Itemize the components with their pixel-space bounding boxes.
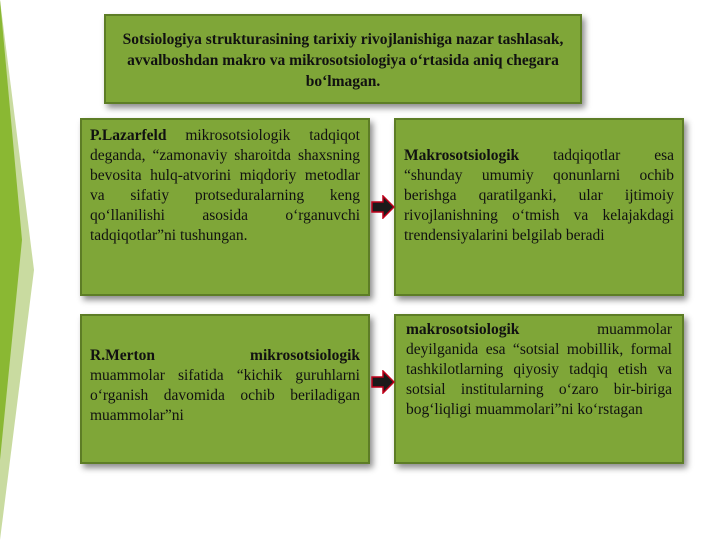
box-lead: R.Merton <box>90 347 155 364</box>
box-lead: Makrosotsiologik <box>404 147 520 164</box>
box-lead: P.Lazarfeld <box>90 127 167 144</box>
box-macro-research <box>394 118 684 296</box>
decorative-corner-triangle <box>0 0 40 540</box>
box-lazarfeld-micro <box>80 118 370 296</box>
title-box <box>104 14 582 104</box>
arrow-right-icon <box>371 370 395 394</box>
arrow-right-icon <box>371 195 395 219</box>
box-text: muammolar deyilganida esa “sotsial mobillik, formal tashkilotlarning qiyosiy tadqiq etish va sotsial institularning o‘zaro bir-biriga bog‘liqligi muammolari”ni ko‘rstagan <box>406 321 672 418</box>
box-merton-micro <box>80 314 370 464</box>
box-lead-secondary: mikrosotsiologik <box>250 347 360 364</box>
box-text: mikrosotsiologik tadqiqot deganda, “zamonaviy sharoitda shaxsning bevosita hulq-atvorini miqdoriy metodlar va sifatiy protseduralarning keng qo‘llanilishi asosida o‘rganuvchi tadqiqotlar”ni tushungan. <box>90 127 360 244</box>
box-text: muammolar sifatida “kichik guruhlarni o‘rganish davomida ochib beriladigan muammolar”ni <box>90 367 360 424</box>
box-lead: makrosotsiologik <box>406 321 520 338</box>
box-macro-problems <box>394 314 684 464</box>
box-text: tadqiqotlar esa “shunday umumiy qonunlarni ochib berishga qaratilganki, ular ijtimoiy rivojlanishning o‘tmish va kelajakdagi trendensiyalarini belgilab beradi <box>404 147 674 244</box>
title-text: Sotsiologiya strukturasining tarixiy rivojlanishiga nazar tashlasak, avvalboshdan makro va mikrosotsiologiya o‘rtasida aniq chegara bo‘lmagan. <box>122 31 564 90</box>
